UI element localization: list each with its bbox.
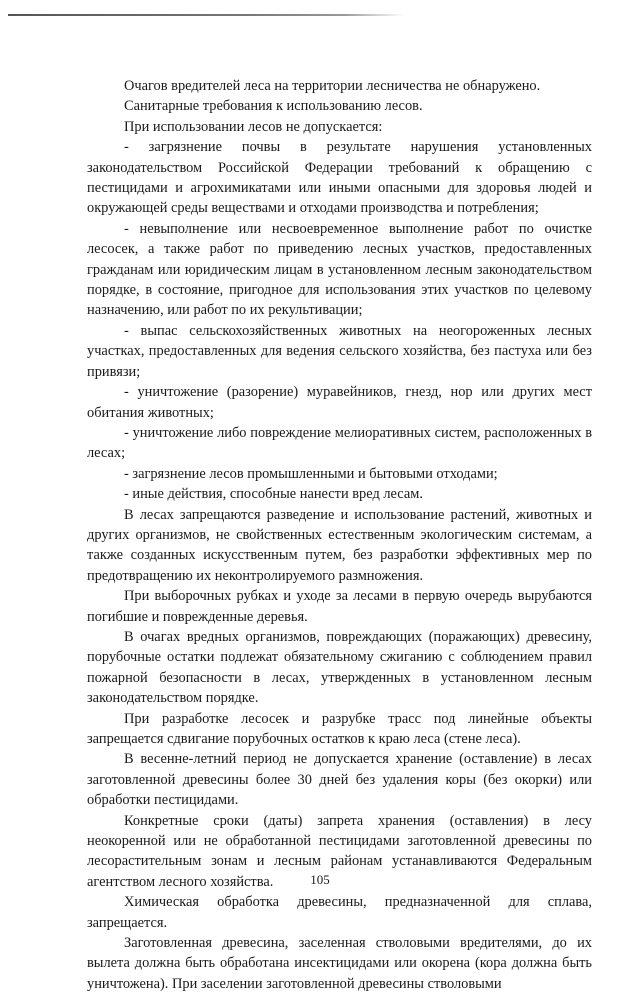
scan-edge-line [8, 14, 404, 16]
paragraph: При использовании лесов не допускается: [124, 118, 383, 135]
paragraph: В очагах вредных организмов, повреждающих (поражающих) древесину, порубочные остатки подлежат обязательному сжиганию с соблюдением правил пожарной безопасности в лесах, утвержденных в установленном лесным законодательством порядке. [87, 628, 592, 707]
list-item: - невыполнение или несвоевременное выполнение работ по очистке лесосек, а также работ по приведению лесных участков, предоставленных гражданам или юридическим лицам в установленном лесным законодательством порядке, в состояние, пригодное для использования этих участков по целевому назначению, или работ по их рекультивации; [87, 220, 592, 319]
paragraph: При разработке лесосек и разрубке трасс под линейные объекты запрещается сдвигание порубочных остатков к краю леса (стене леса). [87, 710, 592, 747]
paragraph: Конкретные сроки (даты) запрета хранения (оставления) в лесу неокоренной или не обработанной пестицидами заготовленной древесины по лесорастительным зонам и лесным районам устанавливаются Федеральным агентством лесного хозяйства. [87, 812, 592, 890]
list-item: - загрязнение лесов промышленными и бытовыми отходами; [124, 465, 498, 482]
list-item: - уничтожение либо повреждение мелиоративных систем, расположенных в лесах; [87, 424, 592, 462]
list-item: - загрязнение почвы в результате нарушения установленных законодательством Российской Федерации требований к обращению с пестицидами и агрохимикатами или иными опасными для здоровья людей и окружающей среды веществами и отходами производства и потребления; [87, 139, 592, 217]
paragraph: При выборочных рубках и уходе за лесами в первую очередь вырубаются погибшие и поврежденные деревья. [87, 588, 592, 625]
paragraph: Химическая обработка древесины, предназначенной для сплава, запрещается. [87, 894, 592, 931]
paragraph: В весенне-летний период не допускается хранение (оставление) в лесах заготовленной древесины более 30 дней без удаления коры (без окорки) или обработки пестицидами. [87, 751, 592, 809]
paragraph: Заготовленная древесина, заселенная стволовыми вредителями, до их вылета должна быть обработана инсектицидами или окорена (кора должна быть уничтожена). При заселении заготовленной древесины стволовыми [87, 935, 592, 992]
list-item: - уничтожение (разорение) муравейников, гнезд, нор или других мест обитания животных; [87, 384, 592, 421]
page-number: 105 [310, 872, 330, 887]
paragraph: В лесах запрещаются разведение и использование растений, животных и других организмов, не свойственных естественным экологическим системам, а также созданных искусственным путем, без разработки эффективных мер по предотвращению их неконтролируемого размножения. [87, 506, 592, 584]
document-body [87, 76, 592, 994]
list-item: - иные действия, способные нанести вред лесам. [124, 486, 423, 503]
paragraph: Очагов вредителей леса на территории лесничества не обнаружено. [124, 78, 541, 94]
list-item: - выпас сельскохозяйственных животных на неогороженных лесных участках, предоставленных для ведения сельского хозяйства, без пастуха или без привязи; [87, 322, 592, 380]
paragraph: Санитарные требования к использованию лесов. [124, 98, 423, 115]
